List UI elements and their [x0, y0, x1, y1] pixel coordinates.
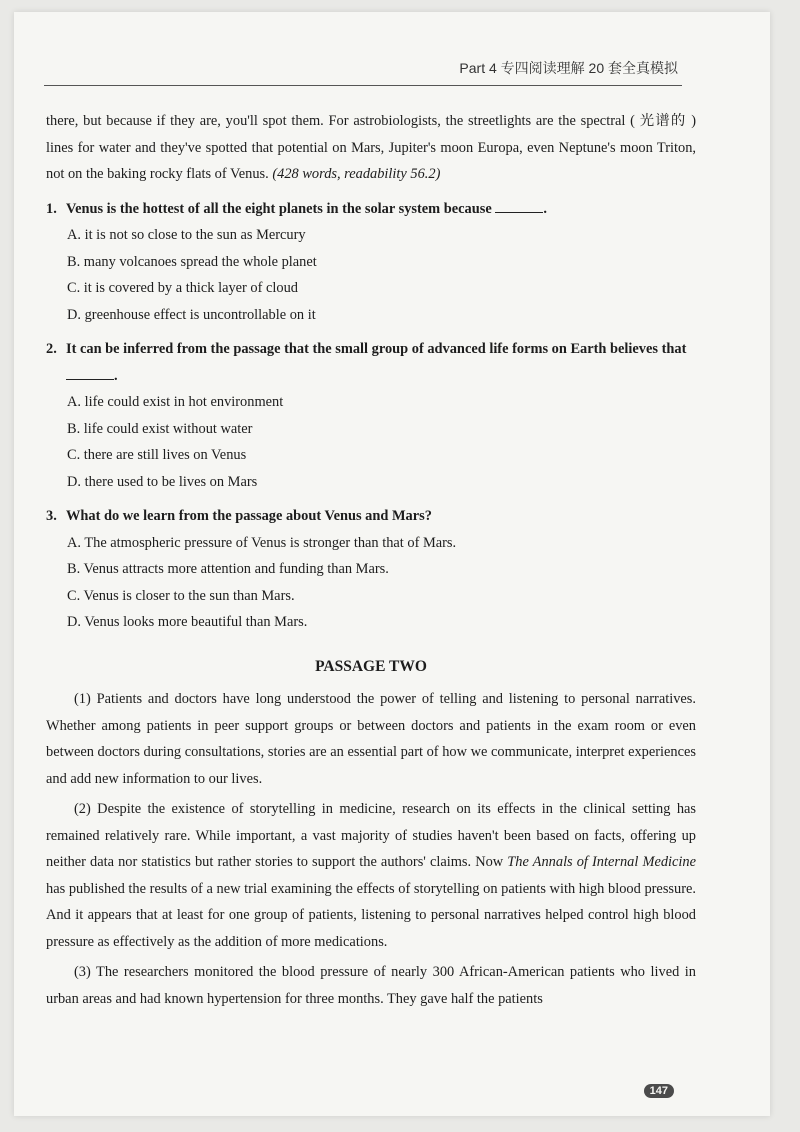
question-stem: 1. Venus is the hottest of all the eight planets in the solar system because . — [46, 196, 696, 223]
header-rule — [44, 85, 682, 86]
paragraph-3: (3) The researchers monitored the blood pressure of nearly 300 African-American patients who lived in urban areas and had known hypertension for three months. They gave half the patients — [46, 964, 696, 1007]
passage-stats: (428 words, readability 56.2) — [272, 166, 441, 182]
question-1 — [46, 196, 696, 329]
question-text: It can be inferred from the passage that the small group of advanced life forms on Earth believes that — [66, 341, 687, 357]
question-text: Venus is the hottest of all the eight planets in the solar system because — [66, 200, 496, 217]
paragraph-2: (2) Despite the existence of storytelling in medicine, research on its effects in the clinical setting has remained relatively rare. While important, a vast majority of studies haven't been based on facts, offering up neither data nor statistics but rather stories to support the authors' claims. Now The Annals of Internal Medicine has published the results of a new trial examining the effects of storytelling on patients with high blood pressure. And it appears that at least for one group of patients, listening to personal narratives helped control high blood pressure as effectively as the addition of more medications. — [46, 801, 696, 950]
question-text: What do we learn from the passage about Venus and Mars? — [66, 508, 432, 524]
passage-title: PASSAGE TWO — [315, 657, 427, 675]
option-a: A. The atmospheric pressure of Venus is stronger than that of Mars. — [67, 534, 457, 551]
page-content — [46, 108, 696, 1016]
option-d: D. greenhouse effect is uncontrollable on it — [67, 306, 316, 323]
option-d: D. there used to be lives on Mars — [67, 473, 258, 490]
paragraph-1: (1) Patients and doctors have long understood the power of telling and listening to personal narratives. Whether among patients in peer support groups or between doctors and patients in the exam room or even between doctors during consultations, stories are an essential part of how we communicate, interpret experiences and add new information to our lives. — [46, 691, 696, 787]
option-b: B. many volcanoes spread the whole planet — [67, 253, 317, 270]
option-d: D. Venus looks more beautiful than Mars. — [67, 614, 308, 630]
question-stem — [46, 503, 696, 530]
option-c: C. there are still lives on Venus — [67, 447, 247, 463]
question-number: 3. — [46, 508, 57, 524]
answer-blank — [66, 364, 114, 380]
answer-blank — [495, 197, 543, 213]
option-b: B. Venus attracts more attention and funding than Mars. — [67, 561, 389, 577]
question-stem: 2. It can be inferred from the passage that the small group of advanced life forms on Earth believes that . — [46, 336, 696, 389]
book-page — [14, 12, 770, 1116]
journal-title: The Annals of Internal Medicine — [507, 854, 696, 870]
question-number: 2. — [46, 341, 57, 357]
running-head: Part 4 专四阅读理解 20 套全真模拟 — [459, 60, 678, 76]
option-a: A. it is not so close to the sun as Mercury — [67, 227, 306, 243]
option-b: B. life could exist without water — [67, 420, 253, 437]
question-3 — [46, 503, 696, 636]
passage-one-text: there, but because if they are, you'll spot them. For astrobiologists, the streetlights are the spectral ( 光谱的 ) lines for water and they've spotted that potential on Mars, Jupiter's moon Europa, even Neptune's moon Triton, not on the baking rocky flats of Venus. — [46, 113, 696, 182]
question-2 — [46, 336, 696, 495]
option-c: C. Venus is closer to the sun than Mars. — [67, 587, 295, 604]
page-number: 147 — [644, 1084, 674, 1098]
option-c: C. it is covered by a thick layer of cloud — [67, 280, 298, 296]
question-number: 1. — [46, 200, 57, 217]
passage-one-tail — [46, 108, 696, 188]
option-a: A. life could exist in hot environment — [67, 394, 284, 410]
